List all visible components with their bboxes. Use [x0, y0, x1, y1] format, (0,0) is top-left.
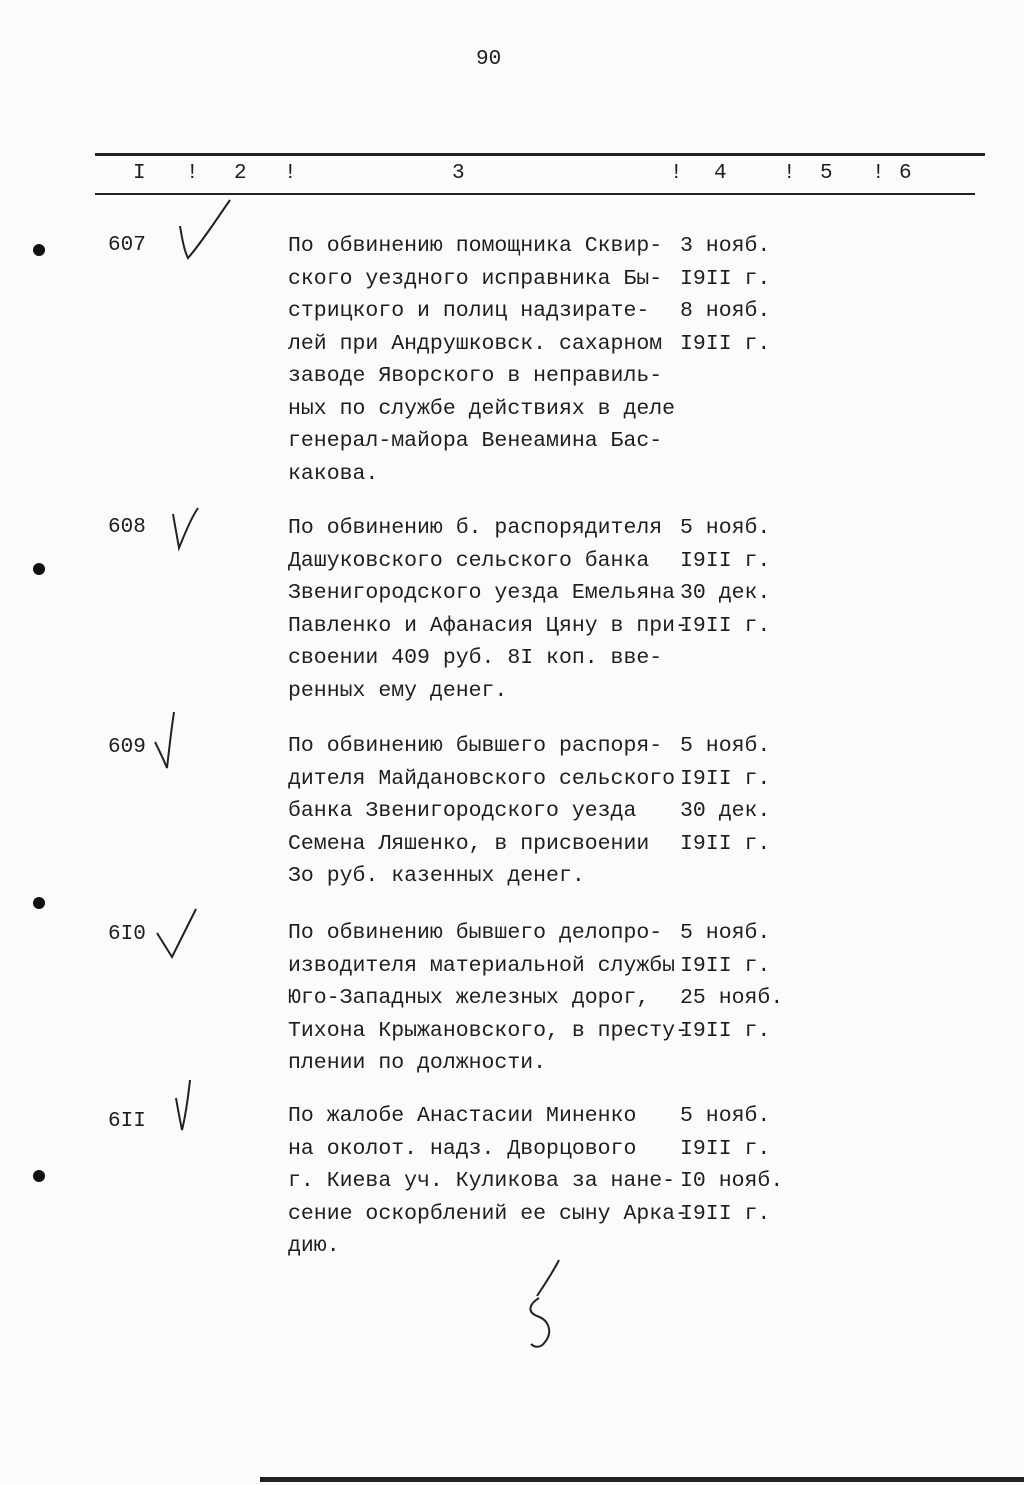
checkmark-icon: [152, 907, 202, 967]
header-sep: !: [872, 162, 885, 185]
record-dates: 3 нояб. I9II г. 8 нояб. I9II г.: [680, 234, 771, 356]
record-dates: 5 нояб. I9II г. 25 нояб. I9II г.: [680, 921, 784, 1043]
record-dates: 5 нояб. I9II г. 30 дек. I9II г.: [680, 516, 771, 638]
header-bottom-rule: [95, 193, 975, 195]
record-number: 609: [108, 736, 146, 759]
checkmark-icon: [168, 506, 208, 556]
bottom-edge-rule: [260, 1477, 1024, 1482]
binder-hole: [33, 1170, 45, 1182]
header-sep: !: [783, 162, 796, 185]
record-number: 607: [108, 234, 146, 257]
record-dates: 5 нояб. I9II г. 30 дек. I9II г.: [680, 734, 771, 856]
binder-hole: [33, 563, 45, 575]
record-description: По обвинению бывшего распоря- дителя Майдановского сельского банка Звенигородского уезда Семена Ляшенко, в присвоении Зо руб. казенных денег.: [288, 734, 676, 888]
binder-hole: [33, 897, 45, 909]
record-number: 6I0: [108, 923, 146, 946]
checkmark-icon: [168, 1078, 208, 1148]
header-col2: 2: [234, 162, 247, 185]
header-sep: !: [186, 162, 199, 185]
header-col5: 5: [820, 162, 833, 185]
handwritten-mark-icon: [515, 1258, 575, 1353]
header-col4: 4: [714, 162, 727, 185]
record-description: По обвинению помощника Сквир- ского уездного исправника Бы- стрицкого и полиц надзирате- лей при Андрушковск. сахарном заводе Яворского в неправиль- ных по службе действиях в деле генерал-майора Венеамина Бас- какова.: [288, 234, 676, 486]
header-col6: 6: [899, 162, 912, 185]
record-description: По жалобе Анастасии Миненко на околот. надз. Дворцового г. Киева уч. Куликова за нане- сение оскорблений ее сыну Арка- дию.: [288, 1104, 688, 1258]
table-header: [0, 162, 1024, 188]
record-description: По обвинению бывшего делопро- изводителя материальной службы Юго-Западных железных дорог, Тихона Крыжановского, в престу- плении по должности.: [288, 921, 688, 1075]
record-dates: 5 нояб. I9II г. I0 нояб. I9II г.: [680, 1104, 784, 1226]
record-description: По обвинению б. распорядителя Дашуковского сельского банка Звенигородского уезда Емельяна Павленко и Афанасия Цяну в при- своении 409 руб. 8I коп. вве- ренных ему денег.: [288, 516, 688, 703]
record-number: 608: [108, 516, 146, 539]
header-col1: I: [133, 162, 146, 185]
checkmark-icon: [150, 710, 190, 780]
binder-hole: [33, 244, 45, 256]
record-number: 6II: [108, 1110, 146, 1133]
header-col3: 3: [452, 162, 465, 185]
header-sep: !: [670, 162, 683, 185]
header-sep: !: [284, 162, 297, 185]
checkmark-icon: [172, 198, 242, 278]
page-number: 90: [476, 48, 502, 71]
header-top-rule: [95, 153, 985, 156]
